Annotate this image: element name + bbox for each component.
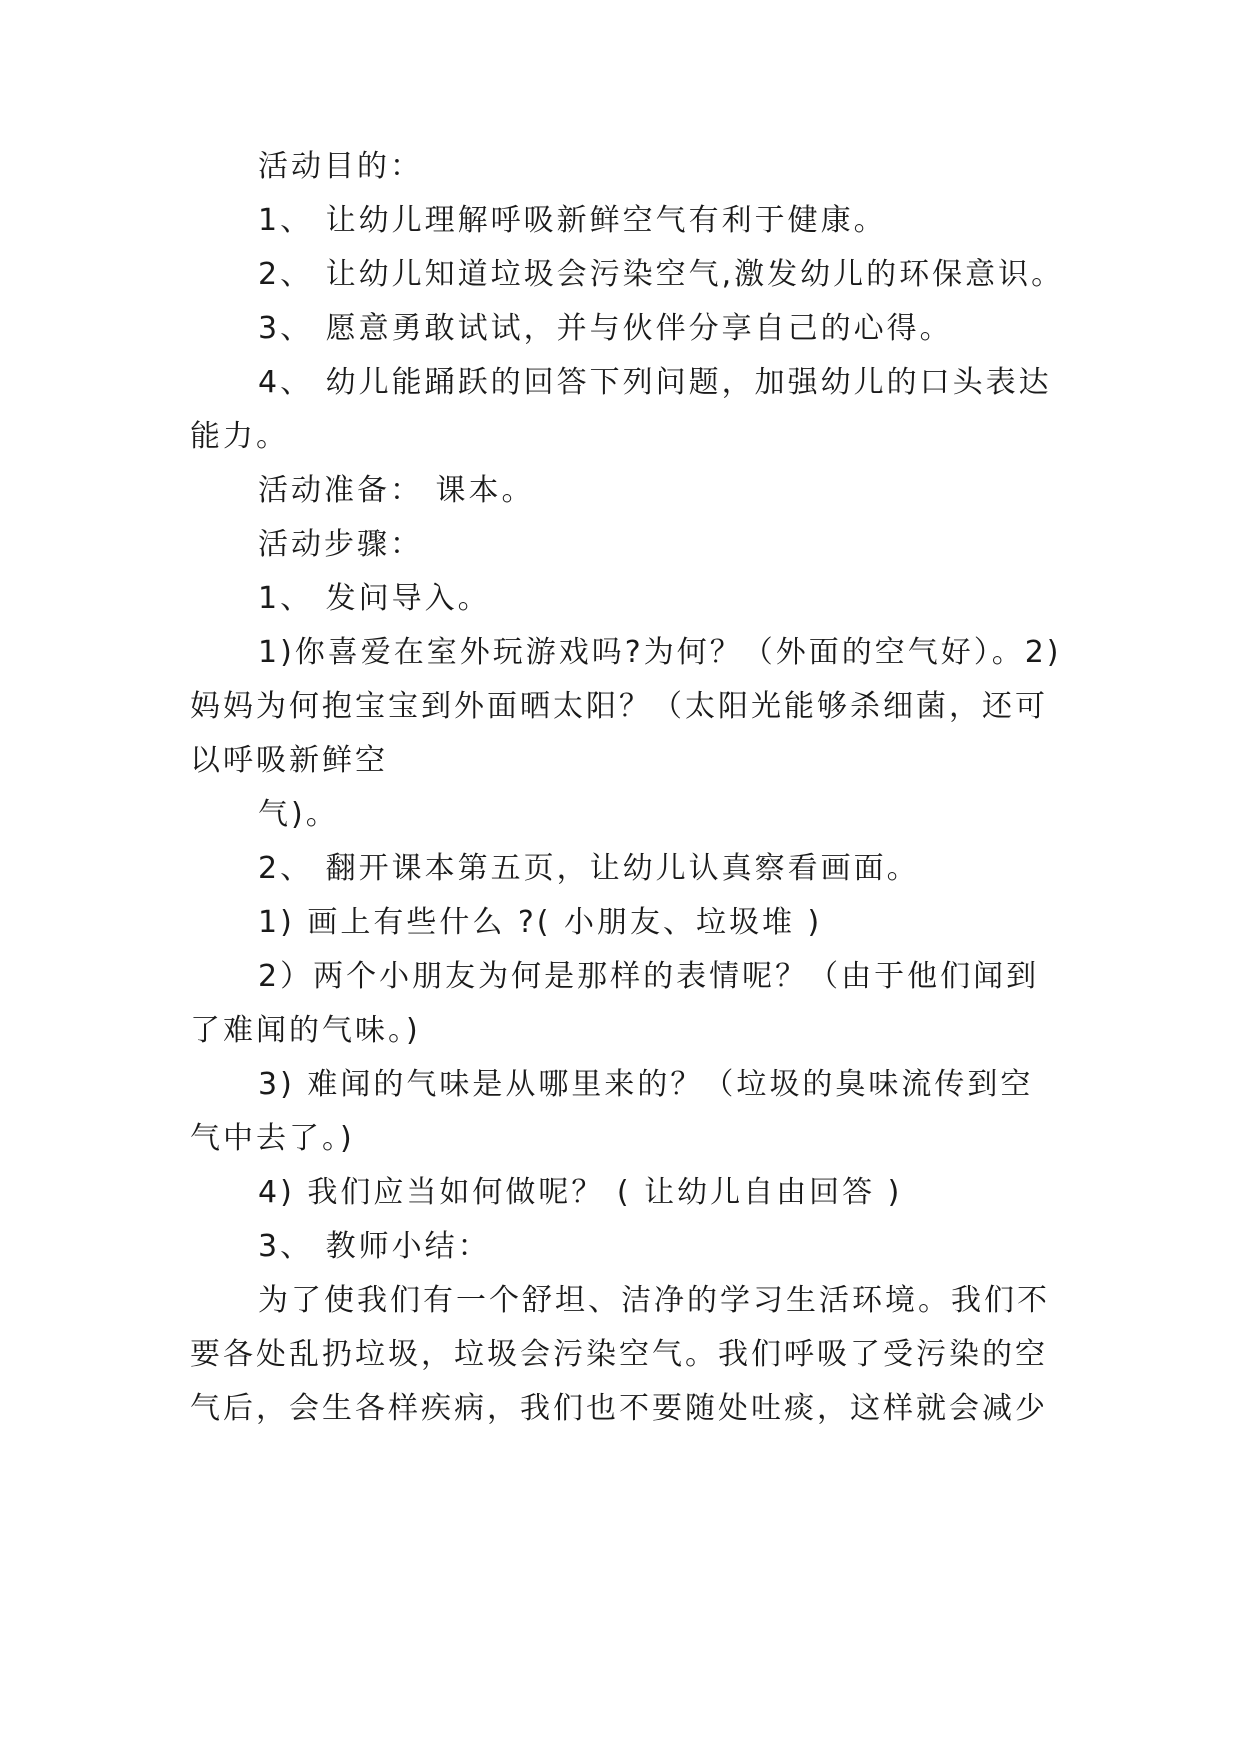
goal-item-3: 3、 愿意勇敢试试，并与伙伴分享自己的心得。 [258,311,953,346]
step-2-question-2-continued: 了难闻的气味。) [190,1013,421,1048]
step-3-title: 3、 教师小结： [258,1229,491,1264]
summary-paragraph-line-2: 要各处乱扔垃圾，垃圾会污染空气。我们呼吸了受污染的空 [190,1337,1048,1372]
step-2-question-2: 2）两个小朋友为何是那样的表情呢？（由于他们闻到 [258,959,1040,994]
summary-paragraph-line-3: 气后，会生各样疾病，我们也不要随处吐痰，这样就会减少 [190,1391,1048,1426]
step-1-paragraph-line-3: 以呼吸新鲜空 [190,743,388,778]
step-1-title: 1、 发问导入。 [258,581,491,616]
step-1-paragraph-line-2: 妈妈为何抱宝宝到外面晒太阳？（太阳光能够杀细菌，还可 [190,689,1048,724]
step-1-paragraph-line-4: 气)。 [258,797,339,832]
step-2-title: 2、 翻开课本第五页，让幼儿认真察看画面。 [258,851,920,886]
summary-paragraph: 为了使我们有一个舒坦、洁净的学习生活环境。我们不 [258,1283,1050,1318]
goal-item-4: 4、 幼儿能踊跃的回答下列问题，加强幼儿的口头表达 [258,365,1052,400]
step-2-question-4: 4) 我们应当如何做呢？ ( 让幼儿自由回答 ) [258,1175,903,1210]
goal-item-2: 2、 让幼儿知道垃圾会污染空气,激发幼儿的环保意识。 [258,257,1065,292]
step-2-question-3-continued: 气中去了。) [190,1121,355,1156]
step-1-paragraph: 1)你喜爱在室外玩游戏吗?为何？（外面的空气好）。2) [258,635,1062,670]
goal-item-4-continued: 能力。 [190,419,289,454]
goal-item-1: 1、 让幼儿理解呼吸新鲜空气有利于健康。 [258,203,887,238]
heading-activity-steps: 活动步骤： [258,527,423,562]
step-2-question-1: 1) 画上有些什么 ?( 小朋友、垃圾堆 ) [258,905,823,940]
step-2-question-3: 3) 难闻的气味是从哪里来的？（垃圾的臭味流传到空 [258,1067,1034,1102]
heading-activity-goals: 活动目的： [258,149,423,184]
heading-activity-preparation: 活动准备： 课本。 [258,473,535,508]
